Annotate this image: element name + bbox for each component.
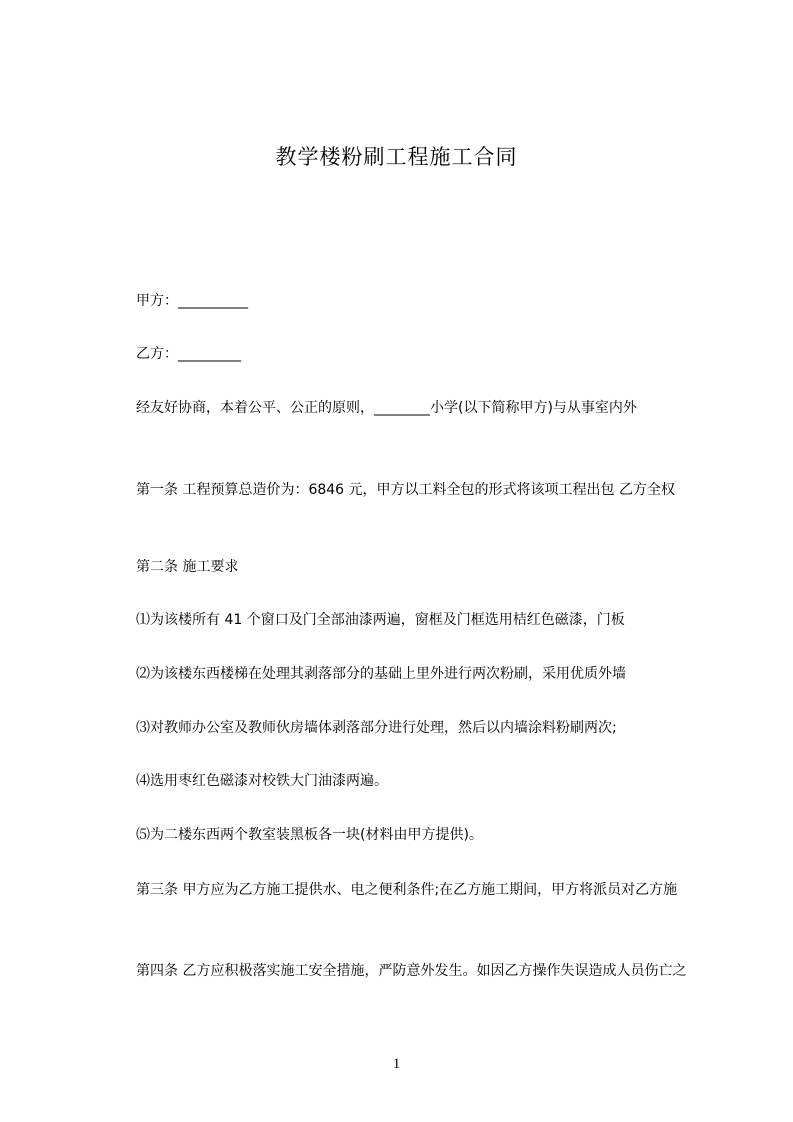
paragraph-item-4: ⑷选用枣红色磁漆对校铁大门油漆两遍。 [136,773,388,789]
page-number: 1 [392,1056,401,1072]
paragraph-item-1: ⑴为该楼所有 41 个窗口及门全部油漆两遍，窗框及门框选用桔红色磁漆，门板 [136,612,625,628]
paragraph-article-1: 第一条 工程预算总造价为：6846 元，甲方以工料全包的形式将该项工程出包 乙方全权 [136,482,675,498]
paragraph-article-4: 第四条 乙方应积极落实施工安全措施，严防意外发生。如因乙方操作失误造成人员伤亡之 [136,963,687,979]
paragraph-item-3: ⑶对教师办公室及教师伙房墙体剥落部分进行处理，然后以内墙涂料粉刷两次; [136,720,617,736]
paragraph-item-2: ⑵为该楼东西楼梯在处理其剥落部分的基础上里外进行两次粉刷，采用优质外墙 [136,666,626,682]
party-a-line: 甲方：__________ [136,293,248,309]
party-b-line: 乙方：_________ [136,346,241,362]
contract-title: 教学楼粉刷工程施工合同 [275,145,518,169]
paragraph-item-5: ⑸为二楼东西两个教室装黑板各一块(材料由甲方提供)。 [136,827,483,843]
paragraph-article-3: 第三条 甲方应为乙方施工提供水、电之便利条件;在乙方施工期间，甲方将派员对乙方施 [136,882,678,898]
paragraph-article-2-heading: 第二条 施工要求 [136,559,239,575]
paragraph-intro: 经友好协商，本着公平、公正的原则，________小学(以下简称甲方)与从事室内外 [136,400,637,416]
